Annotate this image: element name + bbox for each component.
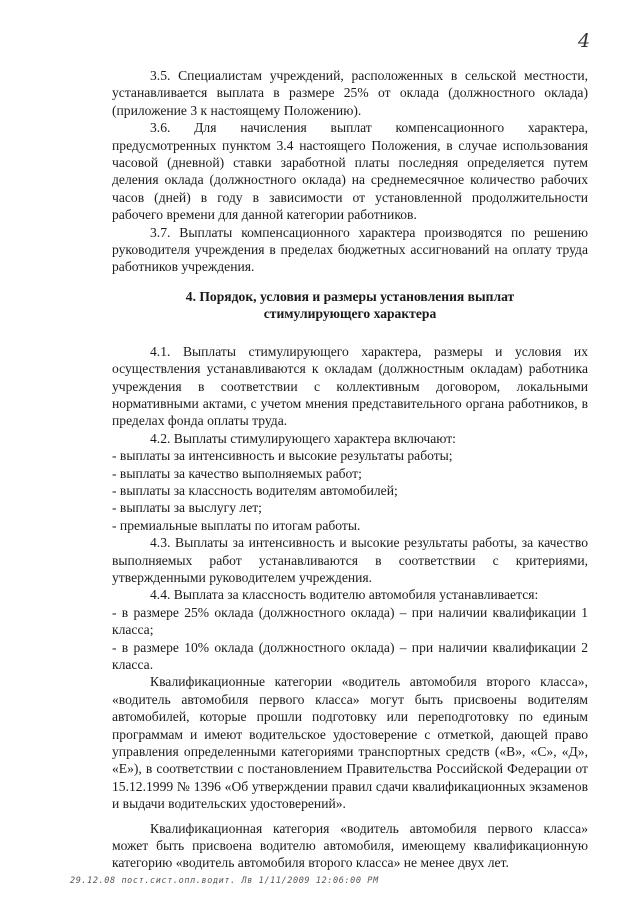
list-item: - выплаты за классность водителям автомобилей; <box>112 482 398 498</box>
section-heading-line1: 4. Порядок, условия и размеры установления выплат <box>185 288 515 304</box>
paragraph-4-1: 4.1. Выплаты стимулирующего характера, размеры и условия их осуществления устанавливаются к окладам (должностным окладам) работника учреждения в соответствии с коллективным договором, локальными нормативными актами, с учетом мнения представительного органа работников, в пределах фонда оплаты труда. <box>112 343 588 429</box>
list-item: - в размере 25% оклада (должностного оклада) – при наличии квалификации 1 класса; <box>112 604 588 638</box>
list-item: - выплаты за качество выполняемых работ; <box>112 465 362 481</box>
paragraph-4-4: 4.4. Выплата за классность водителю автомобиля устанавливается: <box>150 587 539 603</box>
list-item: - премиальные выплаты по итогам работы. <box>112 517 361 533</box>
list-item: - выплаты за интенсивность и высокие результаты работы; <box>112 448 453 464</box>
paragraph-3-7: 3.7. Выплаты компенсационного характера производятся по решению руководителя учреждения в пределах бюджетных ассигнований на оплату труда работников учреждения. <box>112 224 588 275</box>
spacer <box>112 813 588 820</box>
list-item: - в размере 10% оклада (должностного оклада) – при наличии квалификации 2 класса. <box>112 639 588 672</box>
section-heading-line2: стимулирующего характера <box>263 306 437 322</box>
paragraph-qualification-1: Квалификационные категории «водитель автомобиля второго класса», «водитель автомобиля первого класса» могут быть присвоены водителям автомобилей, которые прошли подготовку или переподготовку по единым программам и имеют водительское удостоверение с отметкой, дающей право управления определенными категориями транспортных средств («В», «С», «Д», «Е»), в соответствии с постановлением Правительства Российской Федерации от 15.12.1999 № 1396 «Об утверждении правил сдачи квалификационных экзаменов и выдачи водительских удостоверений». <box>112 674 588 812</box>
page-number: 4 <box>578 30 591 52</box>
list-item: - выплаты за выслугу лет; <box>112 500 262 516</box>
paragraph-4-3: 4.3. Выплаты за интенсивность и высокие результаты работы, за качество выполняемых работ устанавливаются в соответствии с критериями, утвержденными руководителем учреждения. <box>112 535 588 585</box>
footer-stamp: 29.12.08 пост.сист.опл.водит. Лв 1/11/2009 12:06:00 PM <box>70 876 379 886</box>
document-body <box>112 67 588 872</box>
paragraph-3-6: 3.6. Для начисления выплат компенсационного характера, предусмотренных пунктом 3.4 настоящего Положения, в случае использования часовой (дневной) ставки заработной платы последняя определяется путем деления оклада (должностного оклада) на среднемесячное количество рабочих часов (дней) в году в зависимости от установленной продолжительности рабочего времени для данной категории работников. <box>112 120 588 223</box>
paragraph-3-5: 3.5. Специалистам учреждений, расположенных в сельской местности, устанавливается выплата в размере 25% от оклада (должностного оклада) (приложение 3 к настоящему Положению). <box>112 68 588 118</box>
section-heading <box>112 288 588 323</box>
paragraph-4-2: 4.2. Выплаты стимулирующего характера включают: <box>150 430 456 446</box>
paragraph-qualification-2: Квалификационная категория «водитель автомобиля первого класса» может быть присвоена водителю автомобиля, имеющему квалификационную категорию «водитель автомобиля второго класса» не менее двух лет. <box>112 820 588 871</box>
